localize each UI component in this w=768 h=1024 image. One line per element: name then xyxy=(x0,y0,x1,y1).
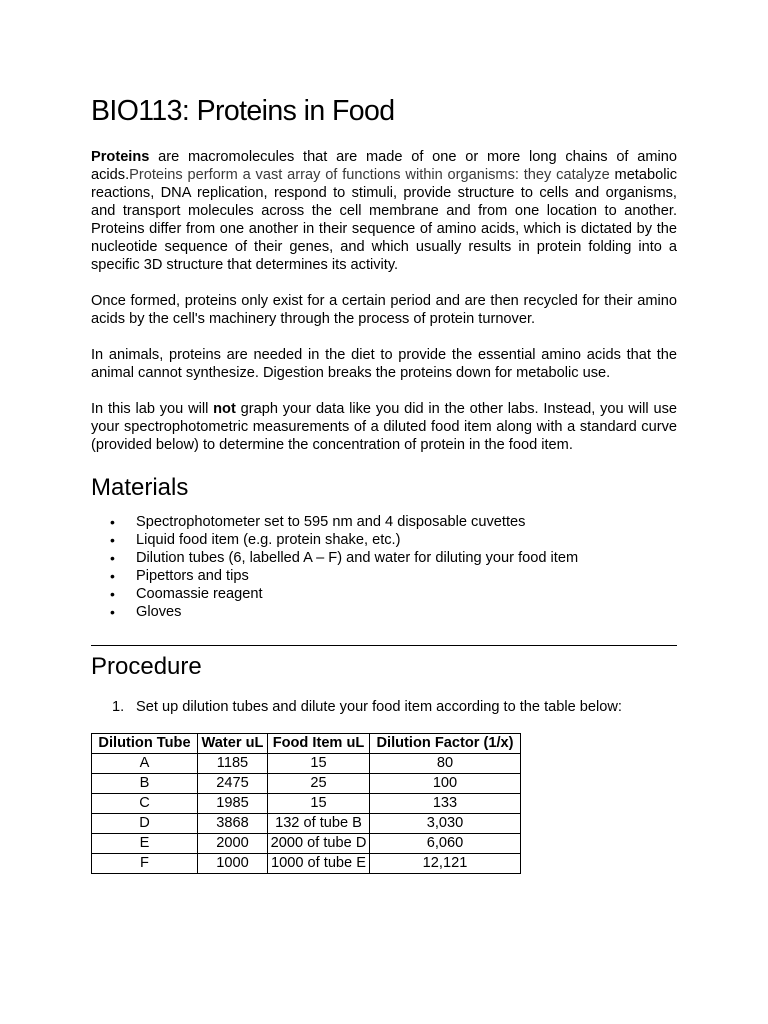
step-number: 1. xyxy=(112,699,125,715)
list-item-text: Gloves xyxy=(136,604,182,620)
table-cell: 1985 xyxy=(198,794,268,814)
table-cell: 3868 xyxy=(198,814,268,834)
bullet-icon: • xyxy=(110,532,115,548)
section-divider xyxy=(91,645,677,646)
column-header-food-item: Food Item uL xyxy=(268,734,370,754)
intro-sentence-2-rest: metabolic reactions, DNA replication, respond to stimuli, provide structure to cells and organisms, and transport molecules across the cell membrane and from one location to another. Proteins differ from one another in their sequence of amino acids, which is dictated by the nucleotide sequence of their genes, and which usually results in protein folding into a specific 3D structure that determines its activity. xyxy=(91,167,677,273)
lab-note-before: In this lab you will xyxy=(91,401,214,417)
intro-sentence-1: are macromolecules that are made of one or more long chains of amino acids. xyxy=(91,149,677,183)
lab-note-paragraph xyxy=(91,400,677,454)
procedure-heading: Procedure xyxy=(91,653,202,680)
table-header-row xyxy=(92,734,521,754)
procedure-step xyxy=(91,698,677,716)
list-item-text: Liquid food item (e.g. protein shake, etc.) xyxy=(136,532,401,548)
bullet-icon: • xyxy=(110,568,115,584)
table-cell: D xyxy=(92,814,198,834)
list-item xyxy=(91,531,677,549)
bullet-icon: • xyxy=(110,550,115,566)
step-text: Set up dilution tubes and dilute your food item according to the table below: xyxy=(136,699,622,715)
table-cell: 80 xyxy=(370,754,521,774)
column-header-dilution-tube: Dilution Tube xyxy=(92,734,198,754)
list-item xyxy=(91,585,677,603)
bullet-icon: • xyxy=(110,604,115,620)
bullet-icon: • xyxy=(110,514,115,530)
table-cell: 133 xyxy=(370,794,521,814)
table-cell: 2000 of tube D xyxy=(268,834,370,854)
table-cell: 2000 xyxy=(198,834,268,854)
table-cell: 132 of tube B xyxy=(268,814,370,834)
document-body xyxy=(91,92,677,874)
list-item-text: Spectrophotometer set to 595 nm and 4 disposable cuvettes xyxy=(136,514,526,530)
column-header-water: Water uL xyxy=(198,734,268,754)
table-cell: 1000 of tube E xyxy=(268,854,370,874)
list-item-text: Dilution tubes (6, labelled A – F) and water for diluting your food item xyxy=(136,550,579,566)
table-row xyxy=(92,814,521,834)
table-row xyxy=(92,854,521,874)
table-cell: 2475 xyxy=(198,774,268,794)
animals-paragraph: In animals, proteins are needed in the diet to provide the essential amino acids that the animal cannot synthesize. Digestion breaks the proteins down for metabolic use. xyxy=(91,347,677,381)
table-cell: E xyxy=(92,834,198,854)
intro-bold-term: Proteins xyxy=(91,149,150,165)
turnover-paragraph: Once formed, proteins only exist for a certain period and are then recycled for their amino acids by the cell's machinery through the process of protein turnover. xyxy=(91,293,677,327)
column-header-dilution-factor: Dilution Factor (1/x) xyxy=(370,734,521,754)
bullet-icon: • xyxy=(110,586,115,602)
table-row xyxy=(92,774,521,794)
list-item xyxy=(91,603,677,621)
table-cell: F xyxy=(92,854,198,874)
table-cell: 12,121 xyxy=(370,854,521,874)
list-item xyxy=(91,549,677,567)
materials-list xyxy=(91,513,677,621)
table-row xyxy=(92,834,521,854)
table-cell: B xyxy=(92,774,198,794)
table-row xyxy=(92,754,521,774)
materials-heading: Materials xyxy=(91,474,189,501)
lab-note-after: graph your data like you did in the other labs. Instead, you will use your spectrophotometric measurements of a diluted food item along with a standard curve (provided below) to determine the concentration of protein in the food item. xyxy=(91,401,677,453)
table-cell: 1185 xyxy=(198,754,268,774)
page-title: BIO113: Proteins in Food xyxy=(91,95,395,127)
lab-note-bold: not xyxy=(213,401,236,417)
list-item xyxy=(91,567,677,585)
intro-paragraph xyxy=(91,148,677,274)
table-row xyxy=(92,794,521,814)
table-cell: 25 xyxy=(268,774,370,794)
table-cell: A xyxy=(92,754,198,774)
intro-sentence-2-start: Proteins perform a vast array of functions within organisms: they catalyze xyxy=(129,167,615,183)
table-cell: 3,030 xyxy=(370,814,521,834)
dilution-table xyxy=(91,733,521,874)
list-item-text: Pipettors and tips xyxy=(136,568,249,584)
table-cell: 1000 xyxy=(198,854,268,874)
procedure-steps xyxy=(91,698,677,716)
table-cell: 100 xyxy=(370,774,521,794)
list-item xyxy=(91,513,677,531)
table-cell: C xyxy=(92,794,198,814)
table-cell: 15 xyxy=(268,754,370,774)
list-item-text: Coomassie reagent xyxy=(136,586,263,602)
table-cell: 15 xyxy=(268,794,370,814)
table-cell: 6,060 xyxy=(370,834,521,854)
